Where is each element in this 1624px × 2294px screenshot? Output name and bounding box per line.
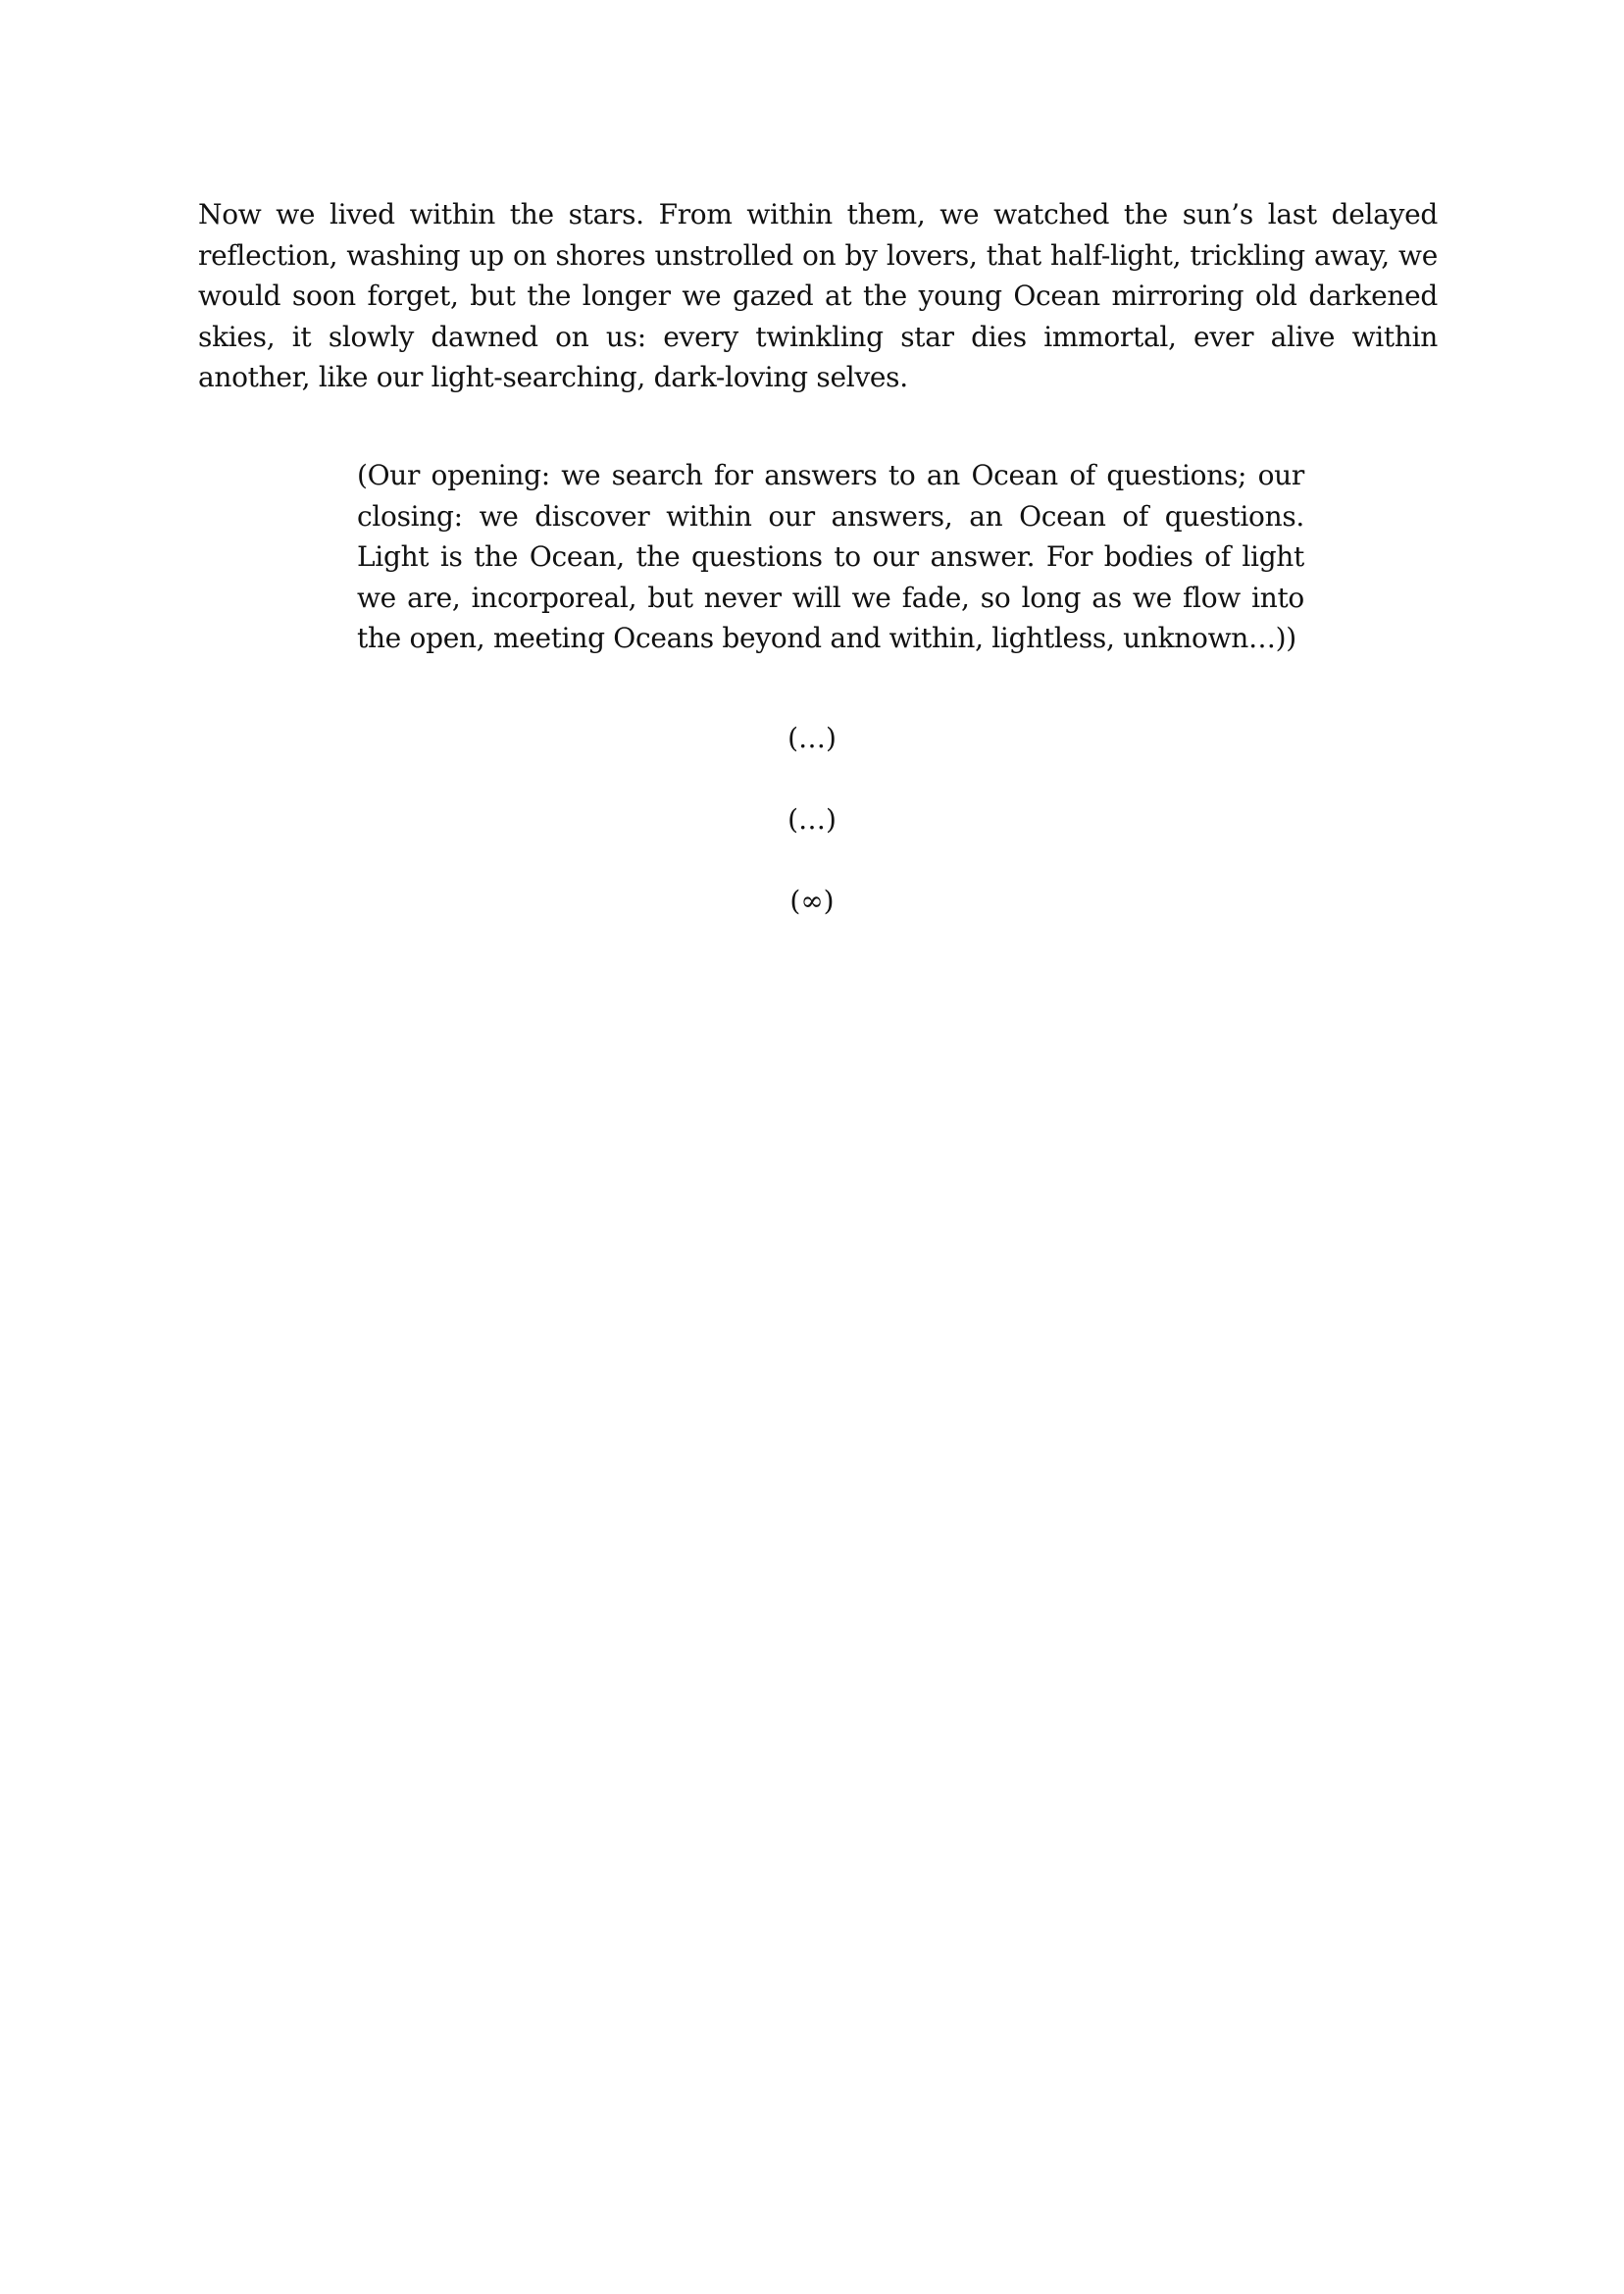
main-paragraph: Now we lived within the stars. From within them, we watched the sun’s last delayed reflection, washing up on shores unstrolled on by lovers, that half-light, trickling away, we would soon forget, but the longer we gazed at the young Ocean mirroring old darkened skies, it slowly dawned on us: every twinkling star dies immortal, ever alive within another, like our light-searching, dark-loving selves. — [198, 198, 1438, 394]
ellipsis-marker-1: (…) — [787, 722, 837, 754]
infinity-marker: (∞) — [789, 885, 835, 917]
indented-quote-paragraph: (Our opening: we search for answers to an Ocean of questions; our closing: we discover within our answers, an Ocean of questions. Light is the Ocean, the questions to our answer. For bodies of light we are, incorporeal, but never will we fade, so long as we flow into the open, meeting Oceans beyond and within, lightless, unknown…)) — [357, 459, 1304, 655]
ellipsis-marker-2: (…) — [787, 803, 837, 836]
